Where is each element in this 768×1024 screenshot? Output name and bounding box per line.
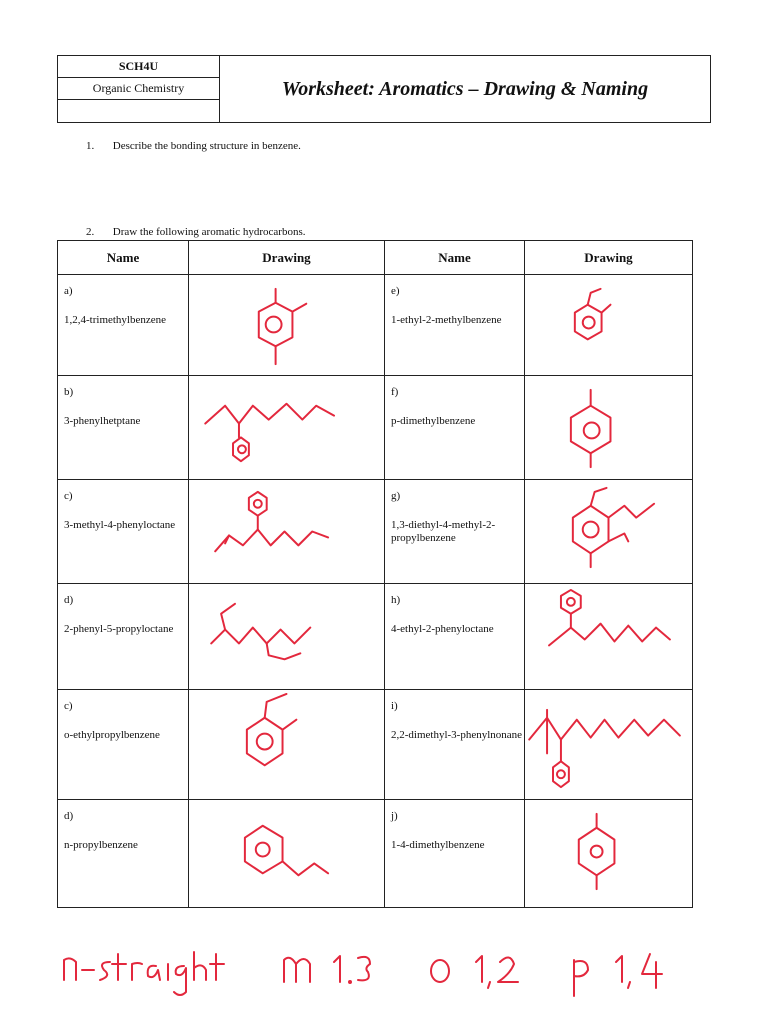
course-info: [58, 56, 220, 122]
worksheet-title: Worksheet: Aromatics – Drawing & Naming: [281, 77, 649, 100]
question-text: Describe the bonding structure in benzene.: [112, 140, 301, 152]
structure-drawing: [525, 800, 692, 907]
drawing-cell: [189, 690, 385, 800]
item-letter: f): [391, 386, 399, 398]
item-letter: i): [391, 700, 398, 712]
structure-drawing: [525, 584, 692, 689]
compound-name: o-ethylpropylbenzene: [64, 729, 160, 741]
name-cell: [385, 800, 525, 908]
name-cell: [58, 690, 189, 800]
course-name: Organic Chemistry: [58, 78, 219, 100]
compound-name: 2,2-dimethyl-3-phenylnonane: [391, 729, 523, 741]
handwritten-notes: [52, 938, 732, 998]
column-header: Name: [58, 241, 189, 275]
structure-drawing: [189, 480, 384, 583]
compound-name: 4-ethyl-2-phenyloctane: [391, 623, 494, 635]
table-row: [58, 690, 693, 800]
item-letter: d): [64, 810, 74, 822]
aromatics-table: [57, 240, 693, 908]
name-cell: [58, 584, 189, 690]
question-number: 2.: [86, 226, 95, 238]
compound-name: 2-phenyl-5-propyloctane: [64, 623, 174, 635]
structure-drawing: [525, 480, 692, 583]
item-letter: j): [391, 810, 398, 822]
structure-drawing: [189, 690, 384, 799]
structure-drawing: [525, 275, 692, 375]
drawing-cell: [525, 690, 693, 800]
table-row: [58, 480, 693, 584]
drawing-cell: [189, 800, 385, 908]
structure-drawing: [189, 800, 384, 907]
course-code: SCH4U: [58, 56, 219, 78]
column-header: Name: [385, 241, 525, 275]
item-letter: g): [391, 490, 401, 502]
compound-name: 1-ethyl-2-methylbenzene: [391, 314, 502, 326]
compound-name: 3-phenylhetptane: [64, 415, 141, 427]
table-row: [58, 275, 693, 376]
drawing-cell: [525, 800, 693, 908]
name-cell: [385, 275, 525, 376]
item-letter: a): [64, 285, 73, 297]
structure-drawing: [525, 690, 692, 799]
drawing-cell: [189, 275, 385, 376]
drawing-cell: [189, 584, 385, 690]
name-cell: [385, 584, 525, 690]
table-row: [58, 376, 693, 480]
structure-drawing: [525, 376, 692, 479]
compound-name: 3-methyl-4-phenyloctane: [64, 519, 176, 531]
drawing-cell: [525, 480, 693, 584]
item-letter: h): [391, 594, 401, 606]
item-letter: c): [64, 700, 73, 712]
compound-name: 1,2,4-trimethylbenzene: [64, 314, 167, 326]
name-cell: [385, 480, 525, 584]
structure-drawing: [189, 376, 384, 479]
drawing-cell: [525, 275, 693, 376]
name-cell: [58, 480, 189, 584]
name-cell: [58, 275, 189, 376]
question-2: [86, 226, 306, 238]
structure-drawing: [189, 584, 384, 689]
drawing-cell: [189, 376, 385, 480]
table-header-row: [58, 241, 693, 275]
question-number: 1.: [86, 140, 95, 152]
structure-drawing: [189, 275, 384, 375]
item-letter: e): [391, 285, 400, 297]
handwritten-notes-drawing: [52, 938, 732, 998]
name-cell: [385, 690, 525, 800]
drawing-cell: [189, 480, 385, 584]
compound-name: p-dimethylbenzene: [391, 415, 476, 427]
item-letter: b): [64, 386, 74, 398]
blank-cell: [58, 100, 219, 122]
question-1: [86, 140, 301, 152]
column-header: Drawing: [189, 241, 385, 275]
question-text: Draw the following aromatic hydrocarbons.: [112, 226, 306, 238]
item-letter: c): [64, 490, 73, 502]
item-letter: d): [64, 594, 74, 606]
compound-name: 1-4-dimethylbenzene: [391, 839, 485, 851]
table-row: [58, 584, 693, 690]
name-cell: [58, 800, 189, 908]
name-cell: [58, 376, 189, 480]
drawing-cell: [525, 584, 693, 690]
column-header: Drawing: [525, 241, 693, 275]
compound-name: n-propylbenzene: [64, 839, 138, 851]
name-cell: [385, 376, 525, 480]
worksheet-header: [57, 55, 711, 123]
drawing-cell: [525, 376, 693, 480]
compound-name: 1,3-diethyl-4-methyl-2-propylbenzene: [391, 519, 496, 544]
table-row: [58, 800, 693, 908]
